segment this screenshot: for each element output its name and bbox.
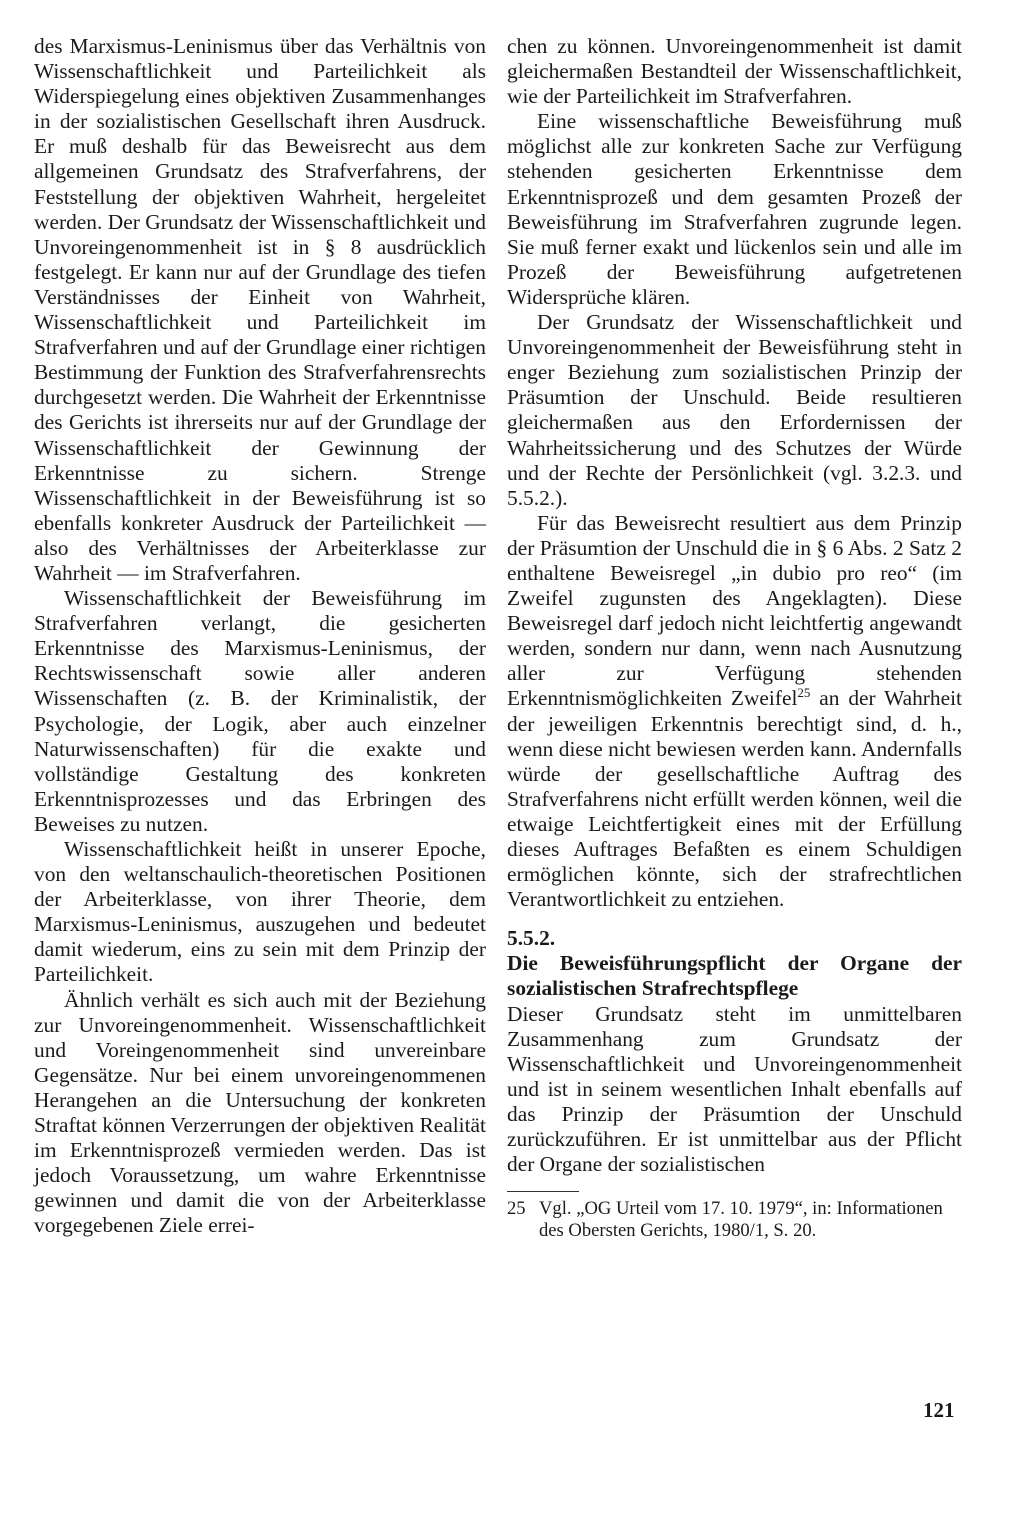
- paragraph: Der Grundsatz der Wissenschaftlichkeit und Unvoreingenommenheit der Beweisführung steht in enger Beziehung zum sozialistischen Prinzip der Präsumtion der Unschuld. Beide resultieren gleichermaßen aus den Erfordernissen der Wahrheitssicherung und des Schutzes der Würde und der Rechte der Persönlichkeit (vgl. 3.2.3. und 5.5.2.).: [507, 310, 962, 510]
- section-heading: [507, 926, 962, 1001]
- footnote-number: 25: [507, 1198, 526, 1220]
- section-title: Die Beweisführungspflicht der Organe der sozialistischen Strafrechtspflege: [507, 951, 962, 1001]
- paragraph-continuation: chen zu können. Unvoreingenommenheit ist damit gleichermaßen Bestandteil der Wissenschaftlichkeit, wie der Parteilichkeit im Strafverfahren.: [507, 34, 962, 109]
- paragraph: Wissenschaftlichkeit heißt in unserer Epoche, von den weltanschaulich-theoretischen Positionen der Arbeiterklasse, von ihrer Theorie, dem Marxismus-Leninismus, auszugehen und bedeutet damit wiederum, eins zu sein mit dem Prinzip der Parteilichkeit.: [34, 837, 486, 987]
- paragraph: Wissenschaftlichkeit der Beweisführung im Strafverfahren verlangt, die gesicherten Erkenntnisse des Marxismus-Leninismus, der Rechtswissenschaft sowie aller anderen Wissenschaften (z. B. der Kriminalistik, der Psychologie, der Logik, aber auch einzelner Naturwissenschaften) für die exakte und vollständige Gestaltung des konkreten Erkenntnisprozesses und das Erbringen des Beweises zu nutzen.: [34, 586, 486, 836]
- paragraph: Dieser Grundsatz steht im unmittelbaren Zusammenhang zum Grundsatz der Wissenschaftlichkeit und Unvoreingenommenheit und ist in seinem wesentlichen Inhalt ebenfalls auf das Prinzip der Präsumtion der Unschuld zurückzuführen. Er ist unmittelbar aus der Pflicht der Organe der sozialistischen: [507, 1001, 962, 1177]
- paragraph-continuation: des Marxismus-Leninismus über das Verhältnis von Wissenschaftlichkeit und Parteilichkeit als Widerspiegelung eines objektiven Zusammenhanges in der sozialistischen Gesellschaft ihren Ausdruck. Er muß deshalb für das Beweisrecht aus dem allgemeinen Grundsatz des Strafverfahrens, der Feststellung der objektiven Wahrheit, hergeleitet werden. Der Grundsatz der Wissenschaftlichkeit und Unvoreingenommenheit ist in § 8 ausdrücklich festgelegt. Er kann nur auf der Grundlage des tiefen Verständnisses der Einheit von Wahrheit, Wissenschaftlichkeit und Parteilichkeit im Strafverfahren und auf der Grundlage einer richtigen Bestimmung der Funktion des Strafverfahrensrechts durchgesetzt werden. Die Wahrheit der Erkenntnisse des Gerichts ist ihrerseits nur auf der Grundlage der Wissenschaftlichkeit der Gewinnung der Erkenntnisse zu sichern. Strenge Wissenschaftlichkeit in der Beweisführung ist so ebenfalls konkreter Ausdruck der Parteilichkeit — also des Verhältnisses der Arbeiterklasse zur Wahrheit — im Strafverfahren.: [34, 34, 486, 585]
- footnote-text: Vgl. „OG Urteil vom 17. 10. 1979“, in: Informationen des Obersten Gerichts, 1980/1, S. 20.: [539, 1198, 943, 1241]
- left-column: [34, 34, 486, 1239]
- section-number: 5.5.2.: [507, 926, 556, 951]
- paragraph: Ähnlich verhält es sich auch mit der Beziehung zur Unvoreingenommenheit. Wissenschaftlichkeit und Voreingenommenheit sind unvereinbare Gegensätze. Nur bei einem unvoreingenommenen Herangehen an die Untersuchung der konkreten Straftat können Verzerrungen der objektiven Realität im Erkenntnisprozeß vermieden werden. Das ist jedoch Voraussetzung, um wahre Erkenntnisse gewinnen und damit die von der Arbeiterklasse vorgegebenen Ziele errei-: [34, 987, 486, 1238]
- paragraph-text: an der Wahrheit der jeweiligen Erkenntnis berechtigt sind, d. h., wenn diese nicht bewiesen werden kann. Andernfalls würde der gesellschaftliche Auftrag des Strafverfahrens nicht erfüllt werden können, weil die etwaige Leichtfertigkeit eines mit der Erfüllung dieses Auftrages Befaßten es einem Schuldigen ermöglichen könnte, sich der strafrechtlichen Verantwortlichkeit zu entziehen.: [507, 686, 962, 912]
- footnote-divider: [507, 1191, 579, 1192]
- page-number: 121: [923, 1398, 955, 1422]
- footnote-reference: 25: [797, 685, 811, 701]
- right-column: [507, 34, 962, 1241]
- paragraph: Eine wissenschaftliche Beweisführung muß möglichst alle zur konkreten Sache zur Verfügung stehenden gesicherten Erkenntnisse dem Erkenntnisprozeß und dem gesamten Prozeß der Beweisführung im Strafverfahren zugrunde legen. Sie muß ferner exakt und lückenlos sein und alle im Prozeß der Beweisführung aufgetretenen Widersprüche klären.: [507, 109, 962, 309]
- paragraph-with-footnote-ref: [507, 511, 962, 913]
- footnote: [507, 1198, 962, 1241]
- paragraph-text: Für das Beweisrecht resultiert aus dem Prinzip der Präsumtion der Unschuld die in § 6 Abs. 2 Satz 2 enthaltene Beweisregel „in dubio pro reo“ (im Zweifel zugunsten des Angeklagten). Diese Beweisregel darf jedoch nicht leichtfertig angewandt werden, sondern nur dann, wenn nach Ausnutzung aller zur Verfügung stehenden Erkenntnismöglichkeiten Zweifel: [507, 510, 962, 711]
